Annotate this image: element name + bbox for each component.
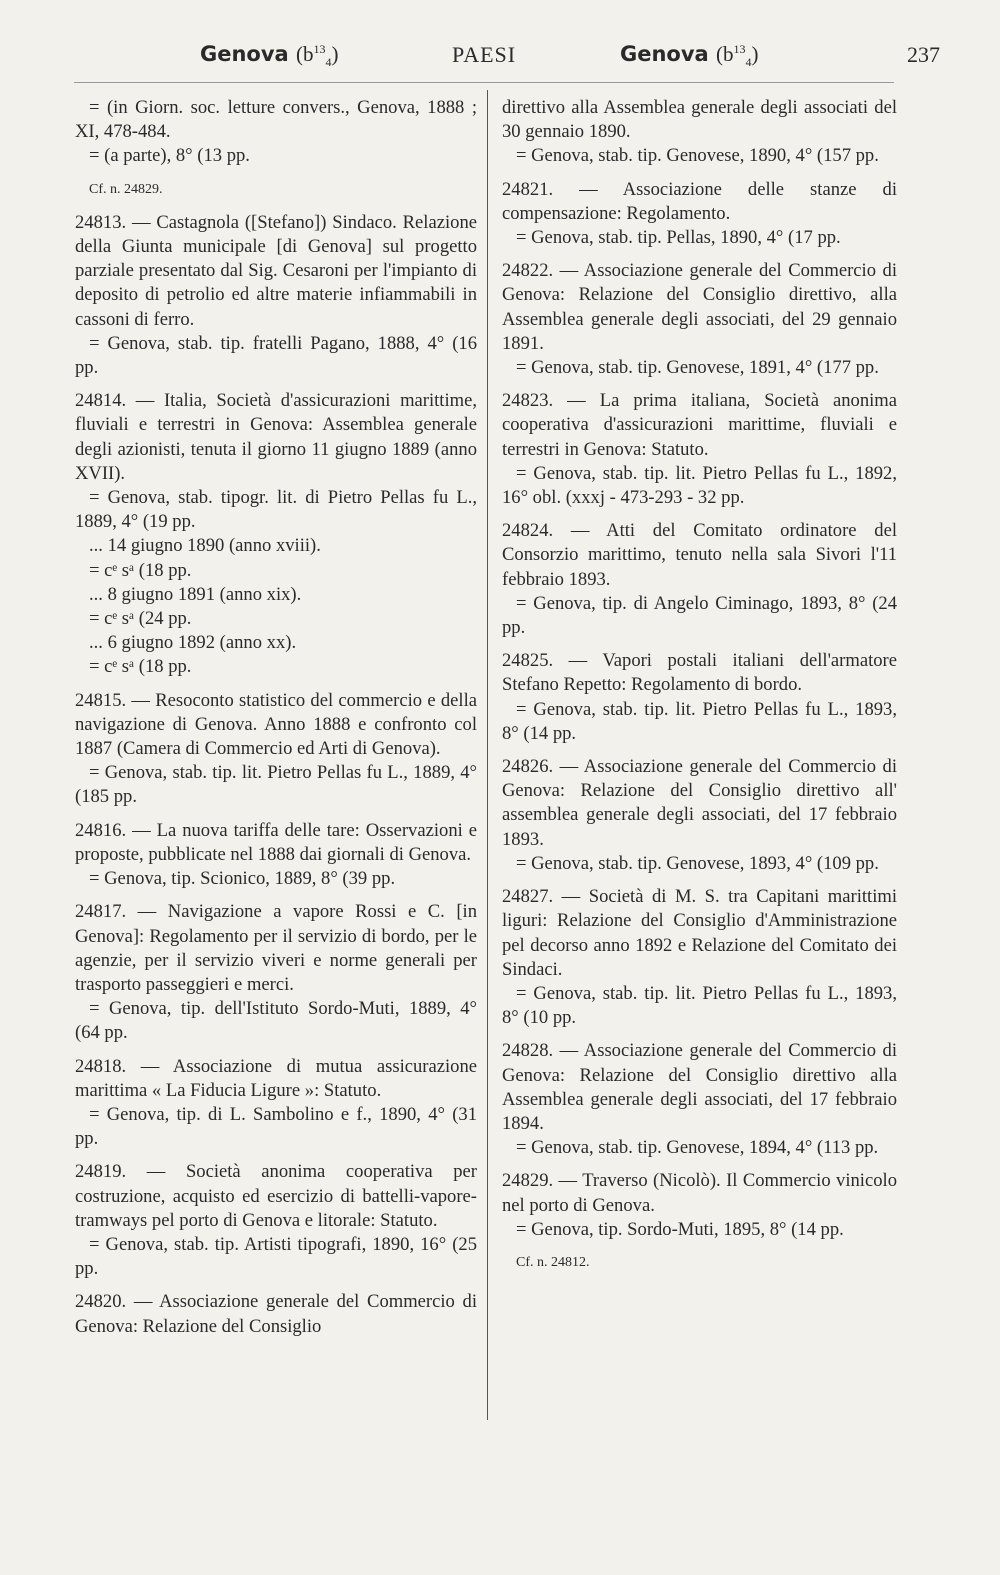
imprint-line: = Genova, tip. di Angelo Ciminago, 1893, 8° (24 pp.: [502, 592, 897, 639]
bibliography-entry: 24826. — Associazione generale del Commercio di Genova: Relazione del Consiglio direttivo all' assemblea generale degli associati, del 17 febbraio 1893.: [502, 756, 897, 850]
imprint-line: = Genova, stab. tip. lit. Pietro Pellas fu L., 1889, 4° (185 pp.: [75, 762, 477, 808]
imprint-line: = Genova, stab. tip. lit. Pietro Pellas fu L., 1893, 8° (10 pp.: [502, 982, 897, 1029]
imprint-line: = Genova, stab. tip. Genovese, 1890, 4° (157 pp.: [516, 145, 879, 167]
imprint-line: = Genova, stab. tip. lit. Pietro Pellas fu L., 1893, 8° (14 pp.: [502, 698, 897, 744]
bibliography-entry: 24820. — Associazione generale del Commercio di Genova: Relazione del Consiglio: [75, 1291, 477, 1337]
header-rule: [74, 82, 894, 83]
imprint-line: = cᵉ sᵃ (24 pp.: [89, 608, 192, 630]
bibliography-entry: 24814. — Italia, Società d'assicurazioni marittime, fluviali e terrestri in Genova: Assemblea generale degli azionisti, tenuta il giorno 11 giugno 1889 (anno XVII).: [75, 390, 477, 484]
bibliography-entry: direttivo alla Assemblea generale degli associati del 30 gennaio 1890.: [502, 97, 897, 143]
bibliography-entry: 24827. — Società di M. S. tra Capitani marittimi liguri: Relazione del Consiglio d'Amministrazione pel decorso anno 1892 e Relazione del Comitato dei Sindaci.: [502, 886, 897, 980]
running-header: [60, 42, 940, 82]
bibliography-entry: 24822. — Associazione generale del Commercio di Genova: Relazione del Consiglio direttivo, alla Assemblea generale degli associati, del 29 gennaio 1891.: [502, 260, 897, 354]
bibliography-entry: 24828. — Associazione generale del Commercio di Genova: Relazione del Consiglio direttivo alla Assemblea generale degli associati, del 17 febbraio 1894.: [502, 1040, 897, 1134]
imprint-line: = Genova, stab. tip. Artisti tipografi, 1890, 16° (25 pp.: [75, 1233, 477, 1280]
imprint-line: ... 14 giugno 1890 (anno xviii).: [89, 535, 321, 557]
imprint-line: = Genova, stab. tip. Genovese, 1894, 4° (113 pp.: [516, 1137, 879, 1159]
right-column: [502, 96, 897, 1275]
imprint-line: = (in Giorn. soc. letture convers., Genova, 1888 ; XI, 478-484.: [75, 97, 477, 143]
imprint-line: ... 6 giugno 1892 (anno xx).: [89, 632, 297, 654]
imprint-line: = (a parte), 8° (13 pp.: [89, 145, 250, 167]
imprint-line: = cᵉ sᵃ (18 pp.: [89, 559, 192, 581]
left-column: [75, 96, 477, 1339]
header-right-title: Genova $(b^{13}_4)$: [620, 42, 759, 70]
cross-reference: Cf. n. 24812.: [516, 1254, 590, 1270]
imprint-line: = Genova, tip. Scionico, 1889, 8° (39 pp.: [89, 868, 396, 890]
imprint-line: = Genova, stab. tipogr. lit. di Pietro Pellas fu L., 1889, 4° (19 pp.: [75, 487, 477, 533]
header-left-title: Genova $(b^{13}_4)$: [200, 42, 339, 70]
column-divider: [487, 90, 488, 1420]
imprint-line: = Genova, tip. Sordo-Muti, 1895, 8° (14 pp.: [516, 1218, 844, 1240]
bibliography-entry: 24829. — Traverso (Nicolò). Il Commercio vinicolo nel porto di Genova.: [502, 1170, 897, 1216]
header-section: PAESI: [452, 42, 517, 67]
page-number: 237: [907, 42, 940, 67]
imprint-line: = Genova, stab. tip. fratelli Pagano, 1888, 4° (16 pp.: [75, 332, 477, 379]
imprint-line: = Genova, tip. di L. Sambolino e f., 1890, 4° (31 pp.: [75, 1103, 477, 1150]
imprint-line: = Genova, stab. tip. Genovese, 1893, 4° (109 pp.: [516, 852, 879, 874]
bibliography-entry: 24816. — La nuova tariffa delle tare: Osservazioni e proposte, pubblicate nel 1888 dai giornali di Genova.: [75, 819, 477, 865]
bibliography-entry: 24819. — Società anonima cooperativa per costruzione, acquisto ed esercizio di battelli-vapore-tramways pel porto di Genova e litorale: Statuto.: [75, 1161, 477, 1231]
bibliography-entry: 24813. — Castagnola ([Stefano]) Sindaco. Relazione della Giunta municipale [di Genova] sul progetto parziale presentato dal Sig. Cesaroni per l'impianto di deposito di petrolio ed altre materie infiammabili in cassoni di ferro.: [75, 211, 477, 330]
bibliography-entry: 24817. — Navigazione a vapore Rossi e C. [in Genova]: Regolamento per il servizio di bordo, per le agenzie, per il servizio viveri e norme generali per trasporto passeggieri e merci.: [75, 901, 477, 995]
bibliography-entry: 24823. — La prima italiana, Società anonima cooperativa d'assicurazioni marittime, fluviali e terrestri in Genova: Statuto.: [502, 390, 897, 460]
cross-reference: Cf. n. 24829.: [89, 181, 163, 197]
imprint-line: ... 8 giugno 1891 (anno xix).: [89, 583, 302, 605]
imprint-line: = Genova, stab. tip. Pellas, 1890, 4° (17 pp.: [516, 227, 841, 249]
imprint-line: = Genova, stab. tip. lit. Pietro Pellas fu L., 1892, 16° obl. (xxxj - 473-293 - 32 pp.: [502, 462, 897, 509]
bibliography-entry: 24815. — Resoconto statistico del commercio e della navigazione di Genova. Anno 1888 e confronto col 1887 (Camera di Commercio ed Arti di Genova).: [75, 689, 477, 760]
bibliography-entry: 24818. — Associazione di mutua assicurazione marittima « La Fiducia Ligure »: Statuto.: [75, 1055, 477, 1101]
imprint-line: = Genova, stab. tip. Genovese, 1891, 4° (177 pp.: [516, 357, 879, 379]
imprint-line: = cᵉ sᵃ (18 pp.: [89, 656, 192, 678]
bibliography-entry: 24825. — Vapori postali italiani dell'armatore Stefano Repetto: Regolamento di bordo.: [502, 650, 897, 696]
bibliography-entry: 24824. — Atti del Comitato ordinatore del Consorzio marittimo, tenuto nella sala Sivori l'11 febbraio 1893.: [502, 520, 897, 590]
bibliography-entry: 24821. — Associazione delle stanze di compensazione: Regolamento.: [502, 178, 897, 224]
imprint-line: = Genova, tip. dell'Istituto Sordo-Muti, 1889, 4° (64 pp.: [75, 998, 477, 1044]
